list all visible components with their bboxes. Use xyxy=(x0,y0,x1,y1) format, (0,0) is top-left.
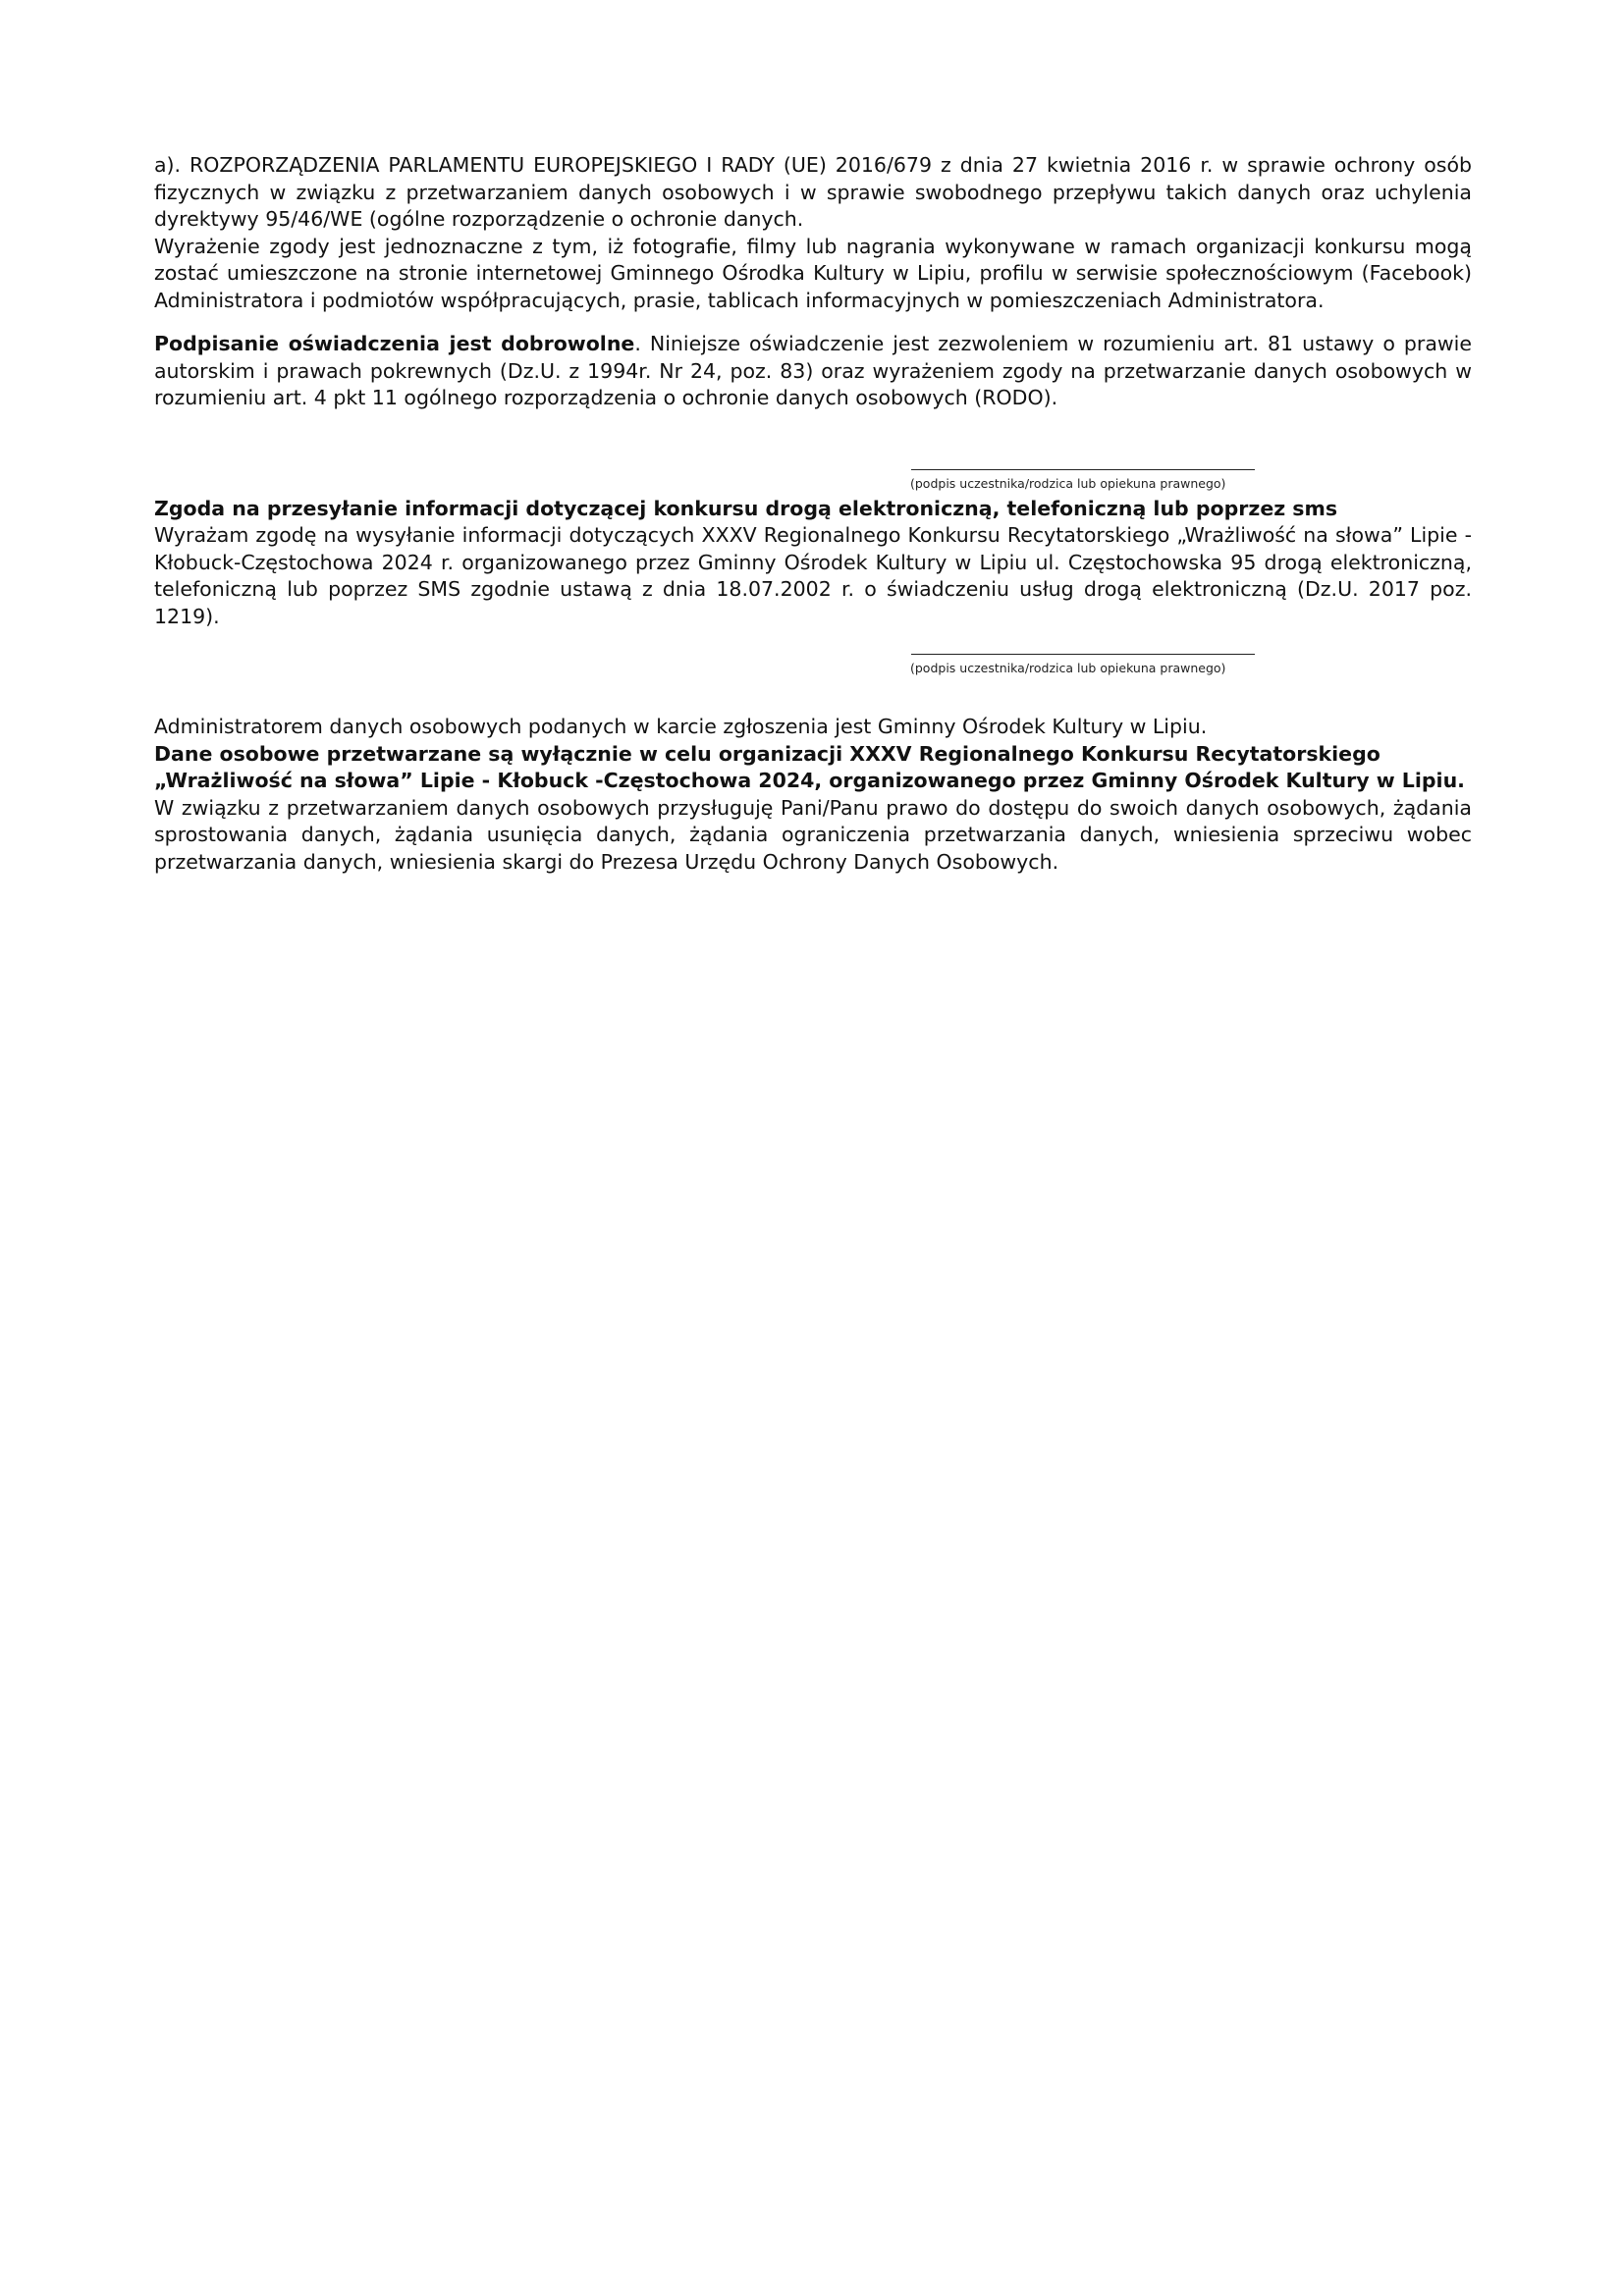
regulation-paragraph: a). ROZPORZĄDZENIA PARLAMENTU EUROPEJSKIEGO I RADY (UE) 2016/679 z dnia 27 kwietnia 2016 r. w sprawie ochrony osób fizycznych w związku z przetwarzaniem danych osobowych i w sprawie swobodnego przepływu takich danych oraz uchylenia dyrektywy 95/46/WE (ogólne rozporządzenie o ochronie danych. xyxy=(154,153,1472,231)
signature-block-1 xyxy=(154,459,1472,503)
document-page xyxy=(154,152,1472,876)
data-subject-rights: W związku z przetwarzaniem danych osobowych przysługuję Pani/Panu prawo do dostępu do swoich danych osobowych, żądania sprostowania danych, żądania usunięcia danych, żądania ograniczenia przetwarzania danych, wniesienia sprzeciwu wobec przetwarzania danych, wniesienia skargi do Prezesa Urzędu Ochrony Danych Osobowych. xyxy=(154,795,1472,874)
voluntary-statement-paragraph xyxy=(154,331,1472,412)
voluntary-statement-text: . Niniejsze oświadczenie jest zezwoleniem w rozumieniu art. 81 ustawy o prawie autorskim i prawach pokrewnych (Dz.U. z 1994r. Nr 24, poz. 83) oraz wyrażeniem zgody na przetwarzanie danych osobowych w rozumieniu art. 4 pkt 11 ogólnego rozporządzenia o ochronie danych osobowych (RODO). xyxy=(154,332,1472,409)
signature-line xyxy=(911,469,1255,470)
processing-purpose: Dane osobowe przetwarzane są wyłącznie w celu organizacji XXXV Regionalnego Konkursu Recytatorskiego „Wrażliwość na słowa” Lipie - Kłobuck -Częstochowa 2024, organizowanego przez Gminny Ośrodek Kultury w Lipiu. xyxy=(154,741,1465,792)
signature-caption: (podpis uczestnika/rodzica lub opiekuna prawnego) xyxy=(910,661,1226,675)
signature-caption: (podpis uczestnika/rodzica lub opiekuna prawnego) xyxy=(910,475,1226,491)
voluntary-statement-bold: Podpisanie oświadczenia jest dobrowolne xyxy=(154,332,635,355)
signature-line xyxy=(911,654,1255,655)
electronic-consent-heading: Zgoda na przesyłanie informacji dotyczącej konkursu drogą elektroniczną, telefoniczną lub poprzez sms xyxy=(154,496,1338,520)
image-consent-paragraph: Wyrażenie zgody jest jednoznaczne z tym, iż fotografie, filmy lub nagrania wykonywane w ramach organizacji konkursu mogą zostać umieszczone na stronie internetowej Gminnego Ośrodka Kultury w Lipiu, profilu w serwisie społecznościowym (Facebook) Administratora i podmiotów współpracujących, prasie, tablicach informacyjnych w pomieszczeniach Administratora. xyxy=(154,234,1472,312)
electronic-consent-body: Wyrażam zgodę na wysyłanie informacji dotyczących XXXV Regionalnego Konkursu Recytatorskiego „Wrażliwość na słowa” Lipie - Kłobuck-Częstochowa 2024 r. organizowanego przez Gminny Ośrodek Kultury w Lipiu ul. Częstochowska 95 drogą elektroniczną, telefoniczną lub poprzez SMS zgodnie ustawą z dnia 18.07.2002 r. o świadczeniu usług drogą elektroniczną (Dz.U. 2017 poz. 1219). xyxy=(154,523,1472,628)
administrator-line: Administratorem danych osobowych podanych w karcie zgłoszenia jest Gminny Ośrodek Kultury w Lipiu. xyxy=(154,715,1208,738)
signature-block-2 xyxy=(154,644,1472,687)
